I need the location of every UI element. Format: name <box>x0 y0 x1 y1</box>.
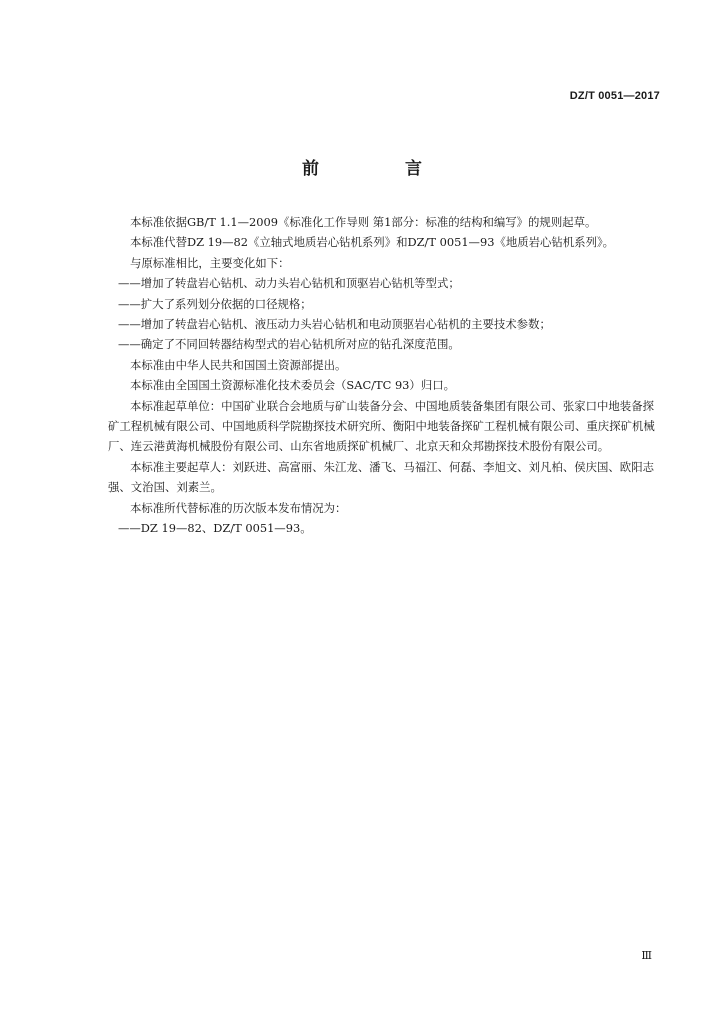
document-code: DZ/T 0051—2017 <box>569 90 660 102</box>
change-list-item: ——增加了转盘岩心钻机、动力头岩心钻机和顶驱岩心钻机等型式； <box>118 276 460 291</box>
paragraph: 本标准由全国国土资源标准化技术委员会（SAC/TC 93）归口。 <box>130 378 455 393</box>
paragraph: 本标准起草单位：中国矿业联合会地质与矿山装备分会、中国地质装备集团有限公司、张家口中地装备探矿工程机械有限公司、中国地质科学院勘探技术研究所、衡阳中地装备探矿工程机械有限公司、重庆探矿机械厂、连云港黄海机械股份有限公司、山东省地质探矿机械厂、北京天和众邦勘探技术股份有限公司。 <box>108 398 655 454</box>
history-list-item: ——DZ 19—82、DZ/T 0051—93。 <box>118 521 312 536</box>
change-list-item: ——增加了转盘岩心钻机、液压动力头岩心钻机和电动顶驱岩心钻机的主要技术参数； <box>118 317 551 332</box>
paragraph: 本标准所代替标准的历次版本发布情况为： <box>130 500 347 515</box>
paragraph: 本标准代替DZ 19—82《立轴式地质岩心钻机系列》和DZ/T 0051—93《地质岩心钻机系列》。 <box>130 235 615 250</box>
paragraph: 本标准由中华人民共和国国土资源部提出。 <box>130 357 347 372</box>
paragraph: 本标准主要起草人：刘跃进、高富丽、朱江龙、潘飞、马福江、何磊、李旭文、刘凡柏、侯庆国、欧阳志强、文治国、刘素兰。 <box>108 459 654 495</box>
paragraph: 本标准依据GB/T 1.1—2009《标准化工作导则 第1部分：标准的结构和编写》的规则起草。 <box>130 215 597 229</box>
paragraph: 与原标准相比，主要变化如下： <box>130 255 290 270</box>
page-number: Ⅲ <box>641 949 652 962</box>
page-title: 前 言 <box>302 159 462 179</box>
change-list-item: ——扩大了系列划分依据的口径规格； <box>118 296 312 311</box>
change-list-item: ——确定了不同回转器结构型式的岩心钻机所对应的钻孔深度范围。 <box>118 337 460 352</box>
document-body <box>108 212 660 539</box>
